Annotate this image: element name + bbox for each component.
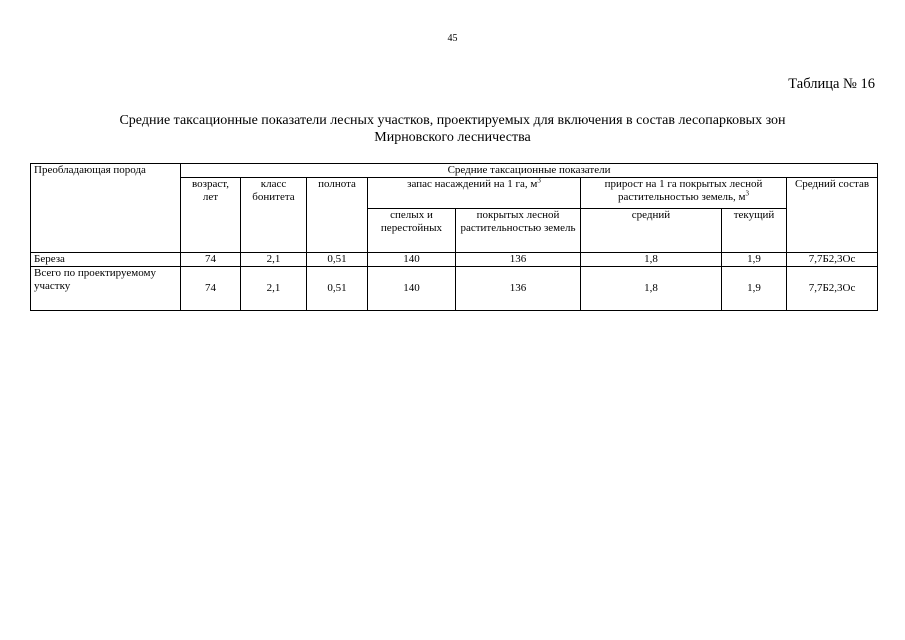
table-label: Таблица № 16 (788, 76, 875, 92)
cell-composition: 7,7Б2,3Ос (787, 267, 878, 311)
page-number: 45 (447, 33, 458, 44)
taxation-table (30, 163, 878, 311)
cell-stock-covered: 136 (456, 267, 581, 311)
header-site-class: класс бонитета (241, 178, 307, 253)
cell-species: Береза (31, 253, 181, 267)
header-stock-mature: спелых и перестойных (368, 209, 456, 253)
cell-age: 74 (181, 253, 241, 267)
header-growth: прирост на 1 га покрытых лесной растительностью земель, $м^3$ (581, 178, 787, 209)
header-age: возраст, лет (181, 178, 241, 253)
cell-stock-mature: 140 (368, 267, 456, 311)
header-species: Преобладающая порода (31, 164, 181, 253)
table-row-total (31, 267, 878, 311)
cell-growth-current: 1,9 (722, 253, 787, 267)
cell-stock-covered: 136 (456, 253, 581, 267)
header-group: Средние таксационные показатели (181, 164, 878, 178)
header-stock-covered: покрытых лесной растительностью земель (456, 209, 581, 253)
title-line-2: Мирновского лесничества (374, 130, 531, 145)
cell-site-class: 2,1 (241, 267, 307, 311)
cell-growth-mean: 1,8 (581, 253, 722, 267)
cell-density: 0,51 (307, 267, 368, 311)
cell-composition: 7,7Б2,3Ос (787, 253, 878, 267)
cell-age: 74 (181, 267, 241, 311)
cell-density: 0,51 (307, 253, 368, 267)
header-composition: Средний состав (787, 178, 878, 253)
cell-growth-mean: 1,8 (581, 267, 722, 311)
header-density: полнота (307, 178, 368, 253)
table-title (60, 112, 845, 146)
header-stock: запас насаждений на 1 га, $м^3$ (368, 178, 581, 209)
cell-growth-current: 1,9 (722, 267, 787, 311)
cell-site-class: 2,1 (241, 253, 307, 267)
title-line-1: Средние таксационные показатели лесных участков, проектируемых для включения в состав лесопарковых зон (119, 113, 786, 128)
header-growth-current: текущий (722, 209, 787, 253)
header-growth-mean: средний (581, 209, 722, 253)
cell-species: Всего по проектируемому участку (31, 267, 181, 311)
cell-stock-mature: 140 (368, 253, 456, 267)
table-row (31, 253, 878, 267)
